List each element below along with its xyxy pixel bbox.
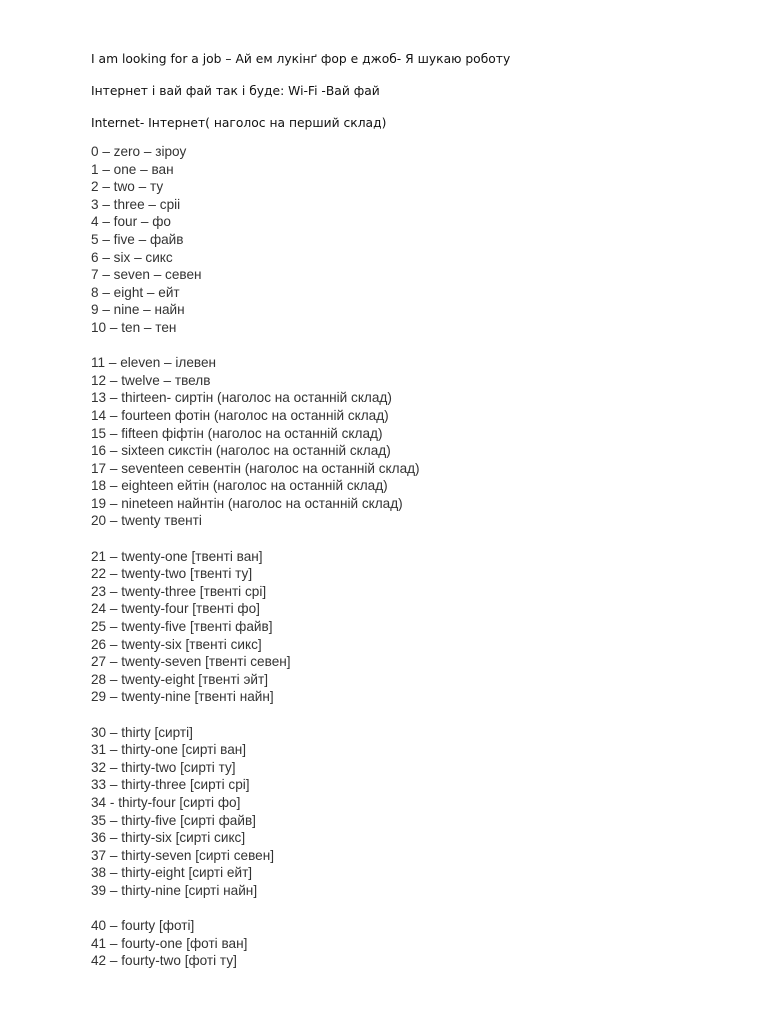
- number-line: 12 – twelve – твелв: [91, 372, 211, 388]
- number-line: 17 – seventeen севентін (наголос на останній склад): [91, 460, 420, 476]
- intro-job-phrase: I am looking for a job – Ай ем лукінґ фор е джоб- Я шукаю роботу: [91, 52, 511, 66]
- number-line: 37 – thirty-seven [сирті севен]: [91, 847, 274, 863]
- number-line: 21 – twenty-one [твенті ван]: [91, 548, 263, 564]
- number-line: 6 – six – сикс: [91, 249, 173, 265]
- number-line: 25 – twenty-five [твенті файв]: [91, 619, 273, 635]
- number-line: 34 - thirty-four [сирті фо]: [91, 794, 241, 810]
- number-line: 2 – two – ту: [91, 179, 164, 195]
- number-line: 28 – twenty-eight [твенті эйт]: [91, 671, 268, 687]
- number-line: 42 – fourty-two [фоті ту]: [91, 953, 237, 969]
- number-line: 5 – five – файв: [91, 231, 184, 247]
- number-line: 4 – four – фо: [91, 214, 171, 230]
- number-line: 7 – seven – севен: [91, 267, 202, 283]
- intro-internet-phrase: Internet- Інтернет( наголос на перший склад): [91, 116, 387, 130]
- number-line: 22 – twenty-two [твенті ту]: [91, 566, 253, 582]
- number-line: 38 – thirty-eight [сирті ейт]: [91, 865, 253, 881]
- intro-wifi-phrase: Інтернет і вай фай так і буде: Wi-Fi -Вай фай: [91, 84, 380, 98]
- number-line: 3 – three – сріі: [91, 196, 181, 212]
- number-line: 32 – thirty-two [сирті ту]: [91, 759, 236, 775]
- number-line: 11 – eleven – ілевен: [91, 355, 217, 371]
- number-line: 1 – one – ван: [91, 161, 174, 177]
- number-line: 9 – nine – найн: [91, 302, 185, 318]
- number-line: 23 – twenty-three [твенті срі]: [91, 583, 267, 599]
- number-line: 30 – thirty [сирті]: [91, 724, 193, 740]
- numbers-list: [91, 143, 420, 970]
- number-line: 19 – nineteen найнтін (наголос на останній склад): [91, 495, 403, 511]
- number-line: 8 – eight – ейт: [91, 284, 180, 300]
- number-line: 27 – twenty-seven [твенті севен]: [91, 654, 291, 670]
- number-line: 14 – fourteen фотін (наголос на останній склад): [91, 407, 389, 423]
- number-line: 41 – fourty-one [фоті ван]: [91, 935, 248, 951]
- number-line: 36 – thirty-six [сирті сикс]: [91, 830, 246, 846]
- number-line: 33 – thirty-three [сирті срі]: [91, 777, 250, 793]
- number-line: 35 – thirty-five [сирті файв]: [91, 812, 256, 828]
- number-line: 0 – zero – зіроу: [91, 144, 187, 159]
- number-line: 13 – thirteen- сиртін (наголос на останній склад): [91, 390, 392, 406]
- number-line: 40 – fourty [фоті]: [91, 918, 195, 934]
- number-line: 26 – twenty-six [твенті сикс]: [91, 636, 262, 652]
- number-line: 16 – sixteen сикстін (наголос на останній склад): [91, 443, 391, 459]
- number-line: 31 – thirty-one [сирті ван]: [91, 742, 247, 758]
- number-line: 29 – twenty-nine [твенті найн]: [91, 689, 274, 705]
- number-line: 15 – fifteen фіфтін (наголос на останній склад): [91, 425, 383, 441]
- number-line: 24 – twenty-four [твенті фо]: [91, 601, 260, 617]
- number-line: 18 – eighteen ейтін (наголос на останній склад): [91, 478, 388, 494]
- number-line: 20 – twenty твенті: [91, 513, 202, 529]
- number-line: 39 – thirty-nine [сирті найн]: [91, 882, 258, 898]
- number-line: 10 – ten – тен: [91, 319, 177, 335]
